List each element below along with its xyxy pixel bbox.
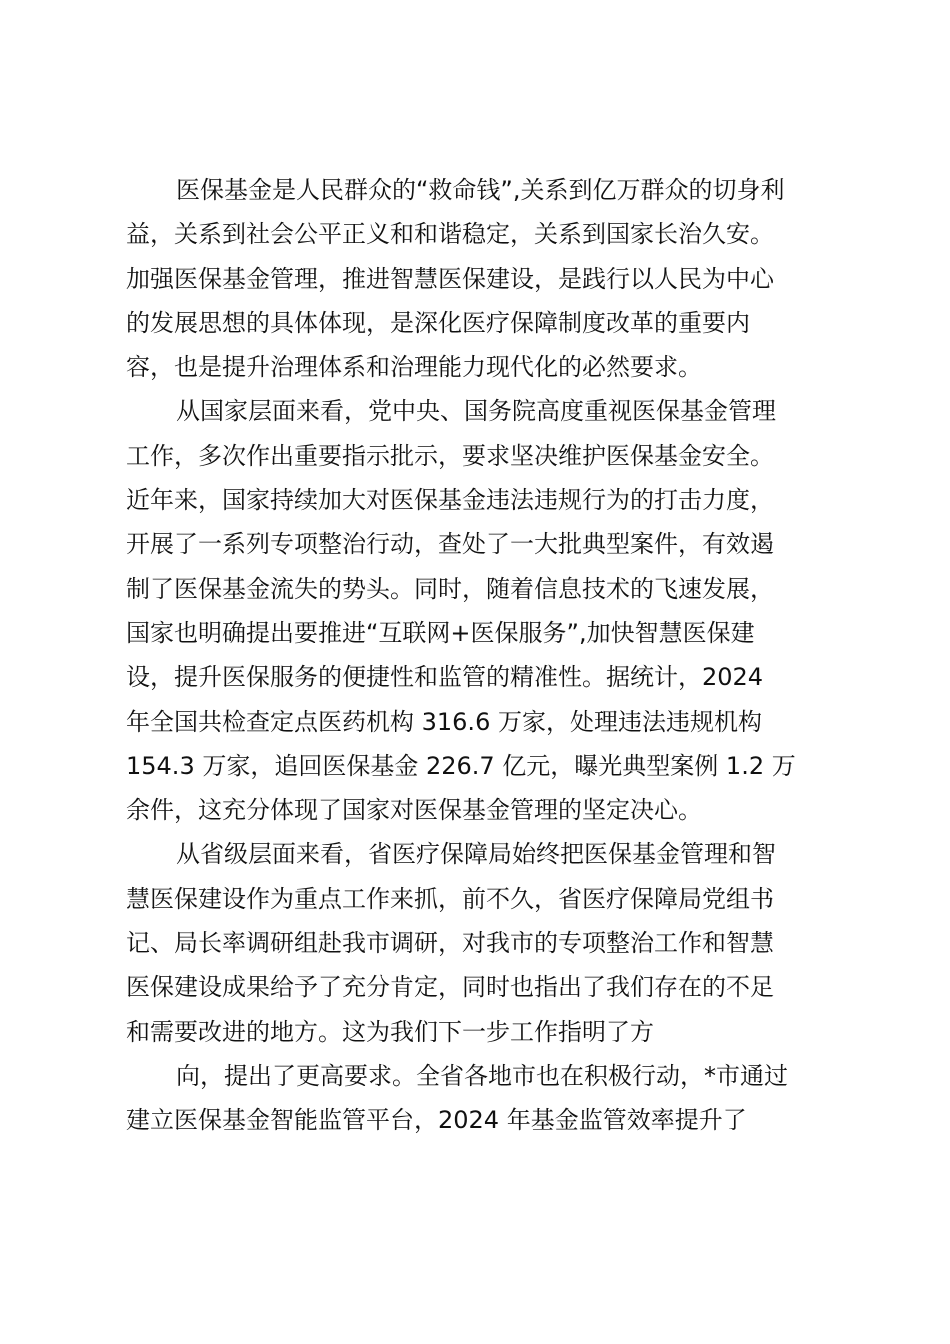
paragraph-line: 容，也是提升治理体系和治理能力现代化的必然要求。 [126,353,702,382]
paragraph-line: 开展了一系列专项整治行动，查处了一大批典型案件，有效遏 [126,530,774,559]
paragraph-line: 近年来，国家持续加大对医保基金违法违规行为的打击力度， [126,486,774,515]
paragraph-line: 从省级层面来看，省医疗保障局始终把医保基金管理和智 [176,840,776,869]
paragraph-line: 和需要改进的地方。这为我们下一步工作指明了方 [126,1017,654,1046]
paragraph-line: 制了医保基金流失的势头。同时，随着信息技术的飞速发展， [126,574,774,603]
paragraph-line: 154.3 万家，追回医保基金 226.7 亿元，曝光典型案例 1.2 万 [126,751,796,780]
paragraph-line: 益，关系到社会公平正义和和谐稳定，关系到国家长治久安。 [126,220,774,249]
paragraph-line: 年全国共检查定点医药机构 316.6 万家，处理违法违规机构 [126,707,762,736]
paragraph-line: 慧医保建设作为重点工作来抓，前不久，省医疗保障局党组书 [126,884,774,913]
paragraph-line: 余件，这充分体现了国家对医保基金管理的坚定决心。 [126,796,702,825]
paragraph-line: 设，提升医保服务的便捷性和监管的精准性。据统计，2024 [126,663,764,692]
paragraph-line: 记、局长率调研组赴我市调研，对我市的专项整治工作和智慧 [126,929,774,958]
paragraph-line: 建立医保基金智能监管平台，2024 年基金监管效率提升了 [126,1106,747,1135]
paragraph-line: 国家也明确提出要推进“互联网+医保服务”,加快智慧医保建 [126,618,755,647]
paragraph-line: 加强医保基金管理，推进智慧医保建设，是践行以人民为中心 [126,264,774,293]
paragraph-line: 医保基金是人民群众的“救命钱”,关系到亿万群众的切身利 [176,176,785,204]
document-body [126,168,832,1143]
paragraph-line: 从国家层面来看，党中央、国务院高度重视医保基金管理 [176,397,776,426]
paragraph-line: 医保建设成果给予了充分肯定，同时也指出了我们存在的不足 [126,973,774,1002]
paragraph-line: 工作，多次作出重要指示批示，要求坚决维护医保基金安全。 [126,441,774,470]
paragraph-line: 向，提出了更高要求。全省各地市也在积极行动，*市通过 [176,1061,788,1090]
paragraph-line: 的发展思想的具体体现，是深化医疗保障制度改革的重要内 [126,308,750,337]
